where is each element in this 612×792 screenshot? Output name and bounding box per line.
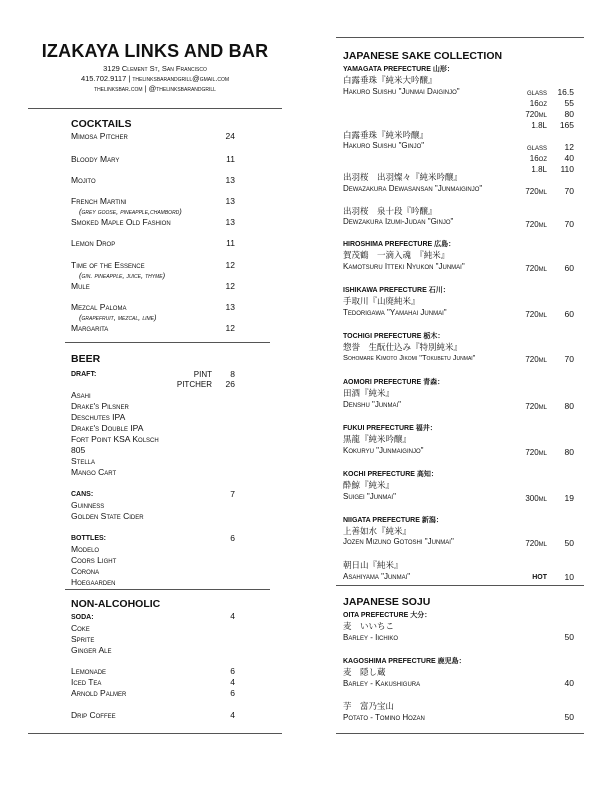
beer-item: Hoegaarden <box>71 577 116 587</box>
divider <box>65 342 270 343</box>
beer-item: Modelo <box>71 544 100 554</box>
price: 70 <box>564 354 574 364</box>
beer-item: Guinness <box>71 500 105 510</box>
price: 60 <box>564 263 574 273</box>
menu-item: Time of the Essence <box>71 260 145 270</box>
price: 13 <box>225 302 235 312</box>
beer-item: Drake's Double IPA <box>71 423 144 433</box>
price: 55 <box>564 98 574 108</box>
size: 16oz <box>529 99 547 108</box>
sake-name-jp: 白露垂珠『純米吟醸』 <box>343 130 429 140</box>
sake-name-en: Dewzakura Izumi-Judan "Ginjo" <box>343 217 454 226</box>
beer-item: Fort Point KSA Kolsch <box>71 434 159 444</box>
size: 1.8L <box>531 165 547 174</box>
item-note: (grapefruit, mezcal, lime) <box>79 313 157 322</box>
pitcher-price: 26 <box>225 379 235 389</box>
soju-name-jp: 麦 隠し蔵 <box>343 667 386 677</box>
menu-item: Lemon Drop <box>71 238 116 248</box>
soju-title: JAPANESE SOJU <box>343 596 431 608</box>
price: 50 <box>564 712 574 722</box>
beer-item: Mango Cart <box>71 467 117 477</box>
price: 40 <box>564 678 574 688</box>
sake-name-en: Tedorigawa "Yamahai Junmai" <box>343 308 447 317</box>
price: 13 <box>225 217 235 227</box>
prefecture-label: NIIGATA PREFECTURE 新潟： <box>343 517 443 524</box>
divider <box>336 37 584 38</box>
cans-price: 7 <box>230 489 235 499</box>
menu-item: Mezcal Paloma <box>71 302 127 312</box>
sake-name-jp: 惣誉 生酛仕込み『特別純米』 <box>343 342 463 352</box>
drink-item: Lemonade <box>71 666 107 676</box>
beer-item: 805 <box>71 445 86 455</box>
price: 13 <box>225 175 235 185</box>
pint-label: PINT <box>193 370 212 379</box>
price: 80 <box>564 109 574 119</box>
beer-item: Drake's Pilsner <box>71 401 129 411</box>
soda-item: Sprite <box>71 634 95 644</box>
drink-item: Iced Tea <box>71 677 102 687</box>
prefecture-label: HIROSHIMA PREFECTURE 広島： <box>343 241 456 248</box>
beer-title: BEER <box>71 353 101 365</box>
menu-item: Mojito <box>71 175 96 185</box>
sake-name-jp: 手取川『山廃純米』 <box>343 296 420 306</box>
divider <box>28 733 282 734</box>
prefecture-label: OITA PREFECTURE 大分： <box>343 612 432 619</box>
price: 11 <box>226 154 235 164</box>
sake-name-jp: 白露垂珠『純米大吟醸』 <box>343 75 437 85</box>
sake-name-en: Denshu "Junmai" <box>343 400 402 409</box>
price: 24 <box>225 131 235 141</box>
price: 4 <box>230 710 235 720</box>
price: 13 <box>225 196 235 206</box>
size: 300ml <box>525 494 547 503</box>
divider <box>336 733 584 734</box>
price: 165 <box>559 120 574 130</box>
price: 4 <box>230 677 235 687</box>
sake-name-jp: 田酒『純米』 <box>343 388 395 398</box>
soju-name-jp: 麦 いいちこ <box>343 621 395 631</box>
sake-name-en: Hakuro Suishu "Ginjo" <box>343 141 425 150</box>
soda-item: Coke <box>71 623 90 633</box>
beer-item: Golden State Cider <box>71 511 144 521</box>
sake-name-en: Sohomare Kimoto Jikomi "Tokubetu Junmai" <box>343 353 476 362</box>
sake-name-en: Hakuro Suishu "Junmai Daiginjo" <box>343 87 460 96</box>
cocktails-title: COCKTAILS <box>71 118 132 130</box>
price: 50 <box>564 632 574 642</box>
pint-price: 8 <box>230 369 235 379</box>
size: 720ml <box>525 355 547 364</box>
divider <box>28 108 282 109</box>
sake-name-en: Suigei "Junmai" <box>343 492 396 501</box>
size: 720ml <box>525 110 547 119</box>
prefecture-label: TOCHIGI PREFECTURE 栃木： <box>343 333 445 340</box>
beer-item: Deschutes IPA <box>71 412 126 422</box>
menu-item: Bloody Mary <box>71 154 120 164</box>
price: 60 <box>564 309 574 319</box>
divider <box>65 589 270 590</box>
sake-name-jp: 賀茂鶴 一滴入魂 『純米』 <box>343 250 450 260</box>
draft-label: DRAFT: <box>71 371 97 378</box>
prefecture-label: ISHIKAWA PREFECTURE 石川： <box>343 287 450 294</box>
sake-name-jp: 黒龍『純米吟醸』 <box>343 434 412 444</box>
price: 10 <box>564 572 574 582</box>
sake-name-en: Kokuryu "Junmaiginjo" <box>343 446 424 455</box>
beer-item: Asahi <box>71 390 91 400</box>
price: 80 <box>564 447 574 457</box>
drink-item: Arnold Palmer <box>71 688 127 698</box>
web-line: thelinksbar.com | @thelinksbarandgrill <box>94 84 216 93</box>
menu-item: Mule <box>71 281 90 291</box>
sake-name-en: Asahiyama "Junmai" <box>343 572 411 581</box>
price: 70 <box>564 186 574 196</box>
soju-name-en: Potato - Tomino Hozan <box>343 713 425 722</box>
item-note: (gin. pineapple, juice, thyme) <box>79 271 166 280</box>
divider <box>336 585 584 586</box>
prefecture-label: AOMORI PREFECTURE 青森： <box>343 379 445 386</box>
prefecture-label: KOCHI PREFECTURE 高知： <box>343 471 438 478</box>
beer-item: Stella <box>71 456 96 466</box>
size: 720ml <box>525 187 547 196</box>
price: 12 <box>225 260 235 270</box>
price: 12 <box>564 142 574 152</box>
beer-item: Coors Light <box>71 555 117 565</box>
size: glass <box>526 143 547 152</box>
menu-item: Smoked Maple Old Fashion <box>71 217 171 227</box>
size: 720ml <box>525 220 547 229</box>
menu-item: Margarita <box>71 323 109 333</box>
prefecture-label: YAMAGATA PREFECTURE 山形： <box>343 66 454 73</box>
soda-price: 4 <box>230 611 235 621</box>
sake-title: JAPANESE SAKE COLLECTION <box>343 50 503 62</box>
price: 6 <box>230 688 235 698</box>
size: 720ml <box>525 310 547 319</box>
price: 12 <box>225 323 235 333</box>
contact-line: 415.702.9117 | thelinksbarandgrill@gmail.com <box>80 74 230 83</box>
sake-name-jp: 酔鯨『純米』 <box>343 480 395 490</box>
price: 50 <box>564 538 574 548</box>
prefecture-label: FUKUI PREFECTURE 福井： <box>343 425 437 432</box>
address: 3129 Clement St, San Francisco <box>103 64 207 73</box>
price: 12 <box>225 281 235 291</box>
sake-name-en: Kamotsuru Itteki Nyukon "Junmai" <box>343 262 465 271</box>
soju-name-en: Barley - Kakushigura <box>343 679 421 688</box>
sake-name-jp: 上善如水『純米』 <box>343 526 412 536</box>
price: 16.5 <box>557 87 574 97</box>
bottles-label: BOTTLES: <box>71 535 106 542</box>
hot-badge: HOT <box>532 574 547 581</box>
sake-name-en: Jozen Mizuno Gotoshi "Junmai" <box>343 537 454 546</box>
sake-name-jp: 朝日山『純米』 <box>343 560 403 570</box>
size: 16oz <box>529 154 547 163</box>
soda-label: SODA: <box>71 614 94 621</box>
cans-label: CANS: <box>71 491 94 498</box>
beer-item: Corona <box>71 566 100 576</box>
pitcher-label: PITCHER <box>176 380 212 389</box>
size: 720ml <box>525 539 547 548</box>
price: 70 <box>564 219 574 229</box>
size: 720ml <box>525 264 547 273</box>
nonalc-title: NON-ALCOHOLIC <box>71 598 161 610</box>
size: 1.8L <box>531 121 547 130</box>
menu-item: Mimosa Pitcher <box>71 131 128 141</box>
price: 6 <box>230 666 235 676</box>
size: 720ml <box>525 448 547 457</box>
size: 720ml <box>525 402 547 411</box>
menu-item: French Martini <box>71 196 127 206</box>
price: 11 <box>226 238 235 248</box>
sake-name-en: Dewazakura Dewasansan "Junmaiginjo" <box>343 184 483 193</box>
price: 110 <box>560 164 574 174</box>
restaurant-name: IZAKAYA LINKS AND BAR <box>41 41 269 61</box>
bottles-price: 6 <box>230 533 235 543</box>
soju-name-jp: 芋 富乃宝山 <box>343 701 395 711</box>
sake-name-jp: 出羽桜 出羽燦々『純米吟醸』 <box>343 172 463 182</box>
item-note: (grey goose, pineapple,chambord) <box>79 207 182 216</box>
price: 80 <box>564 401 574 411</box>
price: 40 <box>564 153 574 163</box>
soda-item: Ginger Ale <box>71 645 112 655</box>
sake-name-jp: 出羽桜 泉十段『吟醸』 <box>343 206 437 216</box>
soju-name-en: Barley - Iichiko <box>343 633 399 642</box>
size: glass <box>526 88 547 97</box>
prefecture-label: KAGOSHIMA PREFECTURE 鹿児島： <box>343 658 466 665</box>
drink-item: Drip Coffee <box>71 710 116 720</box>
price: 19 <box>564 493 574 503</box>
